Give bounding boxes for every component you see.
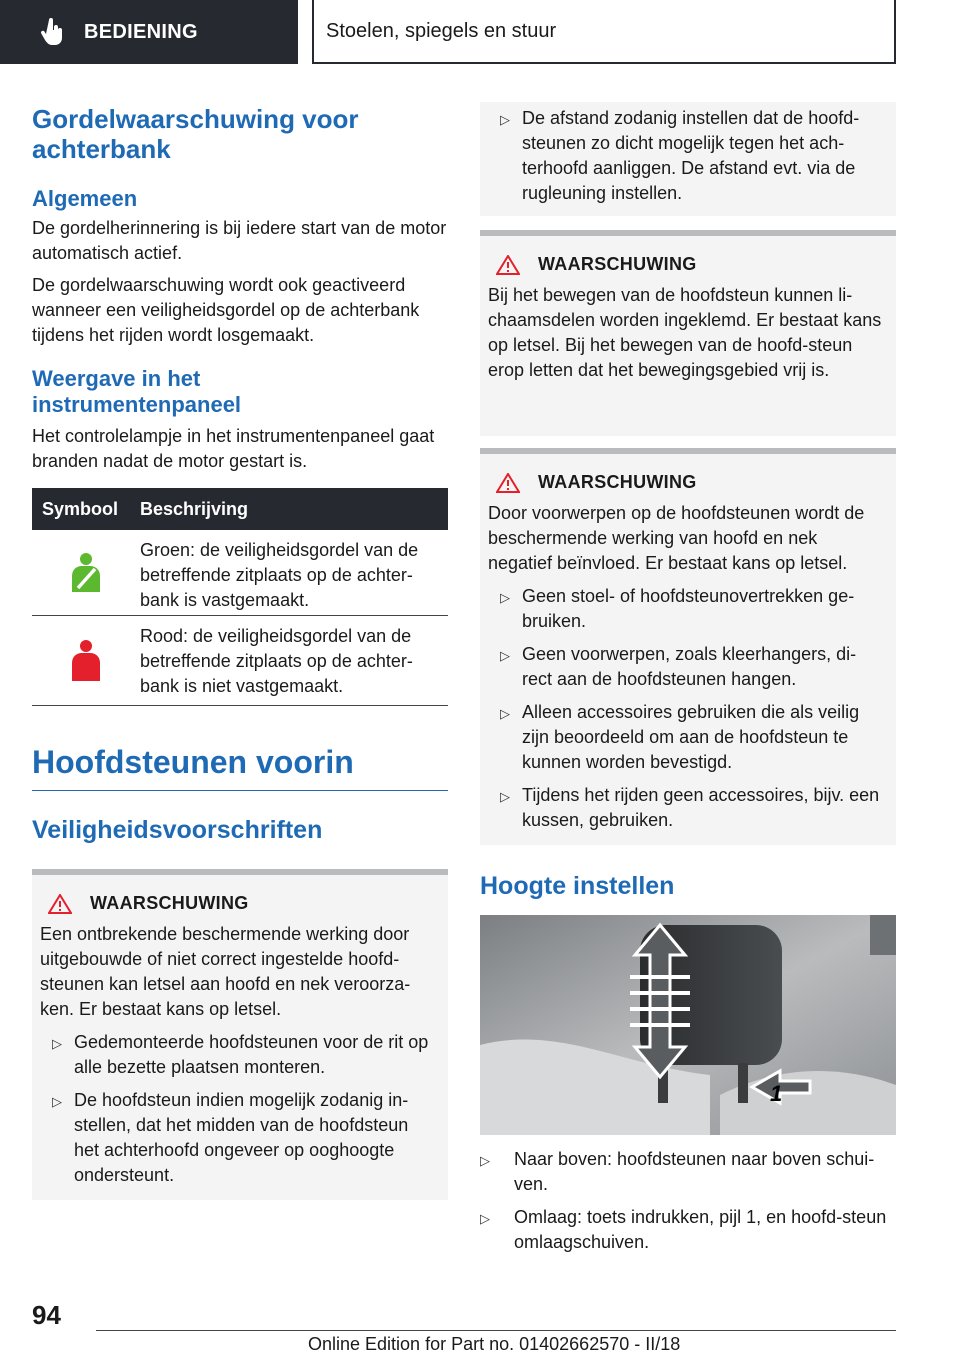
- col-symbool: Symbool: [42, 498, 119, 519]
- heading-weergave: Weergave in het instrumentenpaneel: [32, 366, 242, 417]
- headrest-photo: [480, 915, 896, 1135]
- table-row: [32, 616, 448, 706]
- list-item: ▷ Omlaag: toets indrukken, pijl 1, en hoofd-steun omlaagschuiven.: [480, 1205, 896, 1255]
- bullet-triangle-icon: ▷: [500, 590, 510, 605]
- heading-algemeen: Algemeen: [32, 186, 138, 211]
- table-row: [32, 530, 448, 616]
- hand-pointer-icon: [40, 18, 66, 46]
- warning-box-2: [480, 230, 896, 436]
- section-tab-label: BEDIENING: [84, 20, 198, 43]
- warning-triangle-icon: [496, 473, 520, 493]
- seatbelt-red-icon: [32, 624, 140, 695]
- bullet-triangle-icon: ▷: [500, 648, 510, 663]
- continued-box: [480, 102, 896, 216]
- table-header: [32, 488, 448, 530]
- list-item: ▷ Geen voorwerpen, zoals kleerhangers, di-rect aan de hoofdsteunen hangen.: [488, 642, 884, 692]
- seatbelt-green-icon: [32, 538, 140, 605]
- warning-title: WAARSCHUWING: [496, 254, 884, 275]
- page-number: 94: [32, 1300, 61, 1330]
- list-item: ▷ De hoofdsteun indien mogelijk zodanig in-stellen, dat het midden van de hoofdsteun het achterhoofd ongeveer op ooghoogte ondersteunt.: [40, 1088, 436, 1188]
- bullet-triangle-icon: ▷: [500, 112, 510, 127]
- heading-hoogte: Hoogte instellen: [480, 872, 675, 900]
- left-column: [32, 104, 448, 1200]
- chapter-title: Stoelen, spiegels en stuur: [326, 19, 557, 42]
- chapter-header: [312, 0, 896, 64]
- warning-triangle-icon: [48, 894, 72, 914]
- list-item: ▷ De afstand zodanig instellen dat de hoofd-steunen zo dicht mogelijk tegen het ach-terhoofd aanliggen. De afstand evt. via de rugleuning instellen.: [488, 106, 884, 206]
- algemeen-paragraph-2: De gordelwaarschuwing wordt ook geactiveerd wanneer een veiligheidsgordel op de achterbank tijdens het rijden wordt losgemaakt.: [32, 275, 420, 345]
- warning-text: Bij het bewegen van de hoofdsteun kunnen li-chaamsdelen worden ingeklemd. Er bestaat kans op letsel. Bij het bewegen van de hoofd-steun erop letten dat het bewegingsgebied vrij is.: [488, 285, 882, 380]
- list-item: ▷ Naar boven: hoofdsteunen naar boven schui-ven.: [480, 1147, 896, 1197]
- footer-rule: [96, 1330, 896, 1331]
- bullet-triangle-icon: ▷: [480, 1153, 490, 1168]
- heading-gordelwaarschuwing: Gordelwaarschuwing voor achterbank: [32, 104, 359, 164]
- edition-text: Online Edition for Part no. 01402662570 - II/18: [308, 1334, 681, 1354]
- warning-title: WAARSCHUWING: [48, 893, 436, 914]
- bullet-triangle-icon: ▷: [52, 1094, 62, 1109]
- heading-rule: [32, 790, 448, 791]
- bullet-triangle-icon: ▷: [480, 1211, 490, 1226]
- col-beschrijving: Beschrijving: [140, 498, 249, 519]
- list-item: ▷ Geen stoel- of hoofdsteunovertrekken ge-bruiken.: [488, 584, 884, 634]
- bullet-triangle-icon: ▷: [52, 1036, 62, 1051]
- list-item: ▷ Tijdens het rijden geen accessoires, bijv. een kussen, gebruiken.: [488, 783, 884, 833]
- heading-hoofdsteunen: Hoofdsteunen voorin: [32, 744, 354, 780]
- warning-triangle-icon: [496, 255, 520, 275]
- heading-veiligheid: Veiligheidsvoorschriften: [32, 816, 323, 844]
- list-item: ▷ Alleen accessoires gebruiken die als veilig zijn beoordeeld om aan de hoofdsteun te kunnen worden bevestigd.: [488, 700, 884, 775]
- algemeen-paragraph-1: De gordelherinnering is bij iedere start van de motor automatisch actief.: [32, 218, 447, 263]
- symbol-table: [32, 488, 448, 706]
- arrow-number-label: 1: [770, 1081, 783, 1106]
- weergave-paragraph: Het controlelampje in het instrumentenpaneel gaat branden nadat de motor gestart is.: [32, 426, 435, 471]
- row-green-text: Groen: de veiligheidsgordel van de betreffende zitplaats op de achter-bank is vastgemaakt.: [140, 540, 419, 610]
- right-column: [480, 102, 896, 1255]
- warning-text: Een ontbrekende beschermende werking door uitgebouwde of niet correct ingestelde hoofd-steunen kan letsel aan hoofd en nek veroorza-ken. Er bestaat kans op letsel.: [40, 924, 411, 1019]
- row-red-text: Rood: de veiligheidsgordel van de betreffende zitplaats op de achter-bank is niet vastgemaakt.: [140, 626, 413, 696]
- section-tab[interactable]: [0, 0, 298, 64]
- bullet-triangle-icon: ▷: [500, 789, 510, 804]
- warning-text: Door voorwerpen op de hoofdsteunen wordt de beschermende werking van hoofd en nek negatief beïnvloed. Er bestaat kans op letsel.: [488, 503, 865, 573]
- warning-box-3: [480, 448, 896, 845]
- warning-box-1: [32, 869, 448, 1200]
- list-item: ▷ Gedemonteerde hoofdsteunen voor de rit op alle bezette plaatsen monteren.: [40, 1030, 436, 1080]
- bullet-triangle-icon: ▷: [500, 706, 510, 721]
- warning-title: WAARSCHUWING: [496, 472, 884, 493]
